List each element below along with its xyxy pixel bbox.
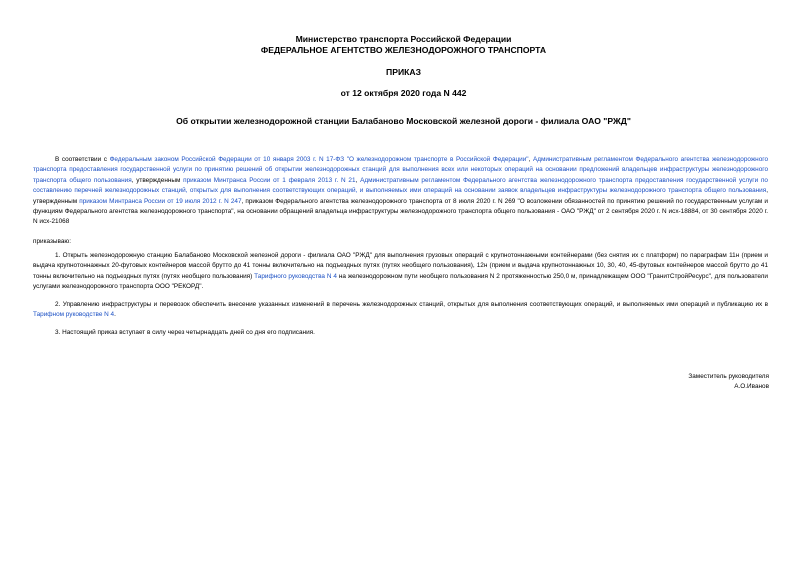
item-1-paragraph [33, 251, 768, 293]
preamble-text-2: , [528, 156, 533, 163]
item-1-text-2: на железнодорожном пути необщего пользования N 2 протяженностью 250,0 м, принадлежащем ООО "ГранитСтройРесурс", для пользователи услугами железнодорожного транспорта ООО "РЕКОРД". [33, 272, 768, 291]
order-directive: приказываю: [33, 238, 71, 245]
preamble-text-4: , [355, 176, 361, 184]
order-21-link[interactable]: приказом Минтранса России от 1 февраля 2013 г. N 21 [183, 176, 356, 184]
item-1-text-1: 1. Открыть железнодорожную станцию Балабаново Московской железной дороги - филиала ОАО "РЖД" для выполнения грузовых операций с крупнотоннажными контейнерами (без снятия их с платформ) по параграфам 11н (прием и выдача крупнотоннажных 20-футовых контейнеров массой брутто до 41 тонны включительно на подъездных путях (путях необщего пользования), 12н (прием и выдача крупнотоннажных 10, 30, 40, 45-футовых контейнеров массой брутто до 41 тонны включительно на подъездных путях (путях необщего пользования) [33, 252, 768, 280]
document-type: ПРИКАЗ [386, 67, 421, 77]
preamble-text-5: , утвержденным [33, 187, 768, 205]
preamble-text-1: В соответствии с [55, 156, 110, 163]
item-2-text-2: . [114, 311, 116, 319]
signatory-role: Заместитель руководителя [688, 373, 769, 380]
preamble-text-3: , утвержденным [131, 176, 184, 184]
item-2-paragraph [33, 300, 768, 321]
admin-reglament-link[interactable]: Административным регламентом Федерального агентства железнодорожного транспорта предоставления государственной услуги по принятию решений об открытии железнодорожных станций для выполнения всех или некоторых операций на основании предложений владельцев инфраструктуры железнодорожного транспорта общего пользования [33, 156, 768, 184]
admin-reglament-2-link[interactable]: Административным регламентом Федерального агентства железнодорожного транспорта предоставления государственной услуги по составлению перечней железнодорожных станций, открытых для выполнения соответствующих операций, и выполняемых ими операций на основании заявок владельцев инфраструктуры железнодорожного транспорта общего пользования [33, 176, 768, 195]
signatory-name: А.О.Иванов [734, 383, 769, 390]
ministry-name: Министерство транспорта Российской Федерации [295, 34, 512, 44]
document-title: Об открытии железнодорожной станции Балабаново Московской железной дороги - филиала ОАО "РЖД" [176, 116, 631, 126]
preamble-paragraph [33, 155, 768, 228]
order-247-link[interactable]: приказом Минтранса России от 19 июля 2012 г. N 247 [79, 197, 242, 205]
item-3-paragraph: 3. Настоящий приказ вступает в силу через четырнадцать дней со дня его подписания. [55, 329, 315, 336]
preamble-text-6: , приказом Федерального агентства железнодорожного транспорта от 8 июля 2020 г. N 269 "О возложении обязанностей по принятию решений по государственным услугам и функциям Федерального агентства железнодорожного транспорта", на основании обращений владельца инфраструктуры железнодорожного транспорта общего пользования - ОАО "РЖД" от 2 сентября 2020 г. N исх-18884, от 30 сентября 2020 г. N исх-21068 [33, 197, 768, 226]
tarif-guide-link[interactable]: Тарифного руководства N 4 [254, 272, 337, 280]
federal-law-link[interactable]: Федеральным законом Российской Федерации от 10 января 2003 г. N 17-ФЗ "О железнодорожном транспорте в Российской Федерации" [109, 156, 529, 163]
tarif-guide-link-2[interactable]: Тарифном руководстве N 4 [33, 311, 115, 319]
agency-name: ФЕДЕРАЛЬНОЕ АГЕНТСТВО ЖЕЛЕЗНОДОРОЖНОГО ТРАНСПОРТА [260, 45, 547, 55]
item-2-text-1: 2. Управлению инфраструктуры и перевозок обеспечить внесение указанных изменений в перечень железнодорожных станций, открытых для выполнения соответствующих операций, и выполняемых ими операций и публикацию их в [55, 301, 768, 308]
document-date-number: от 12 октября 2020 года N 442 [340, 88, 467, 98]
